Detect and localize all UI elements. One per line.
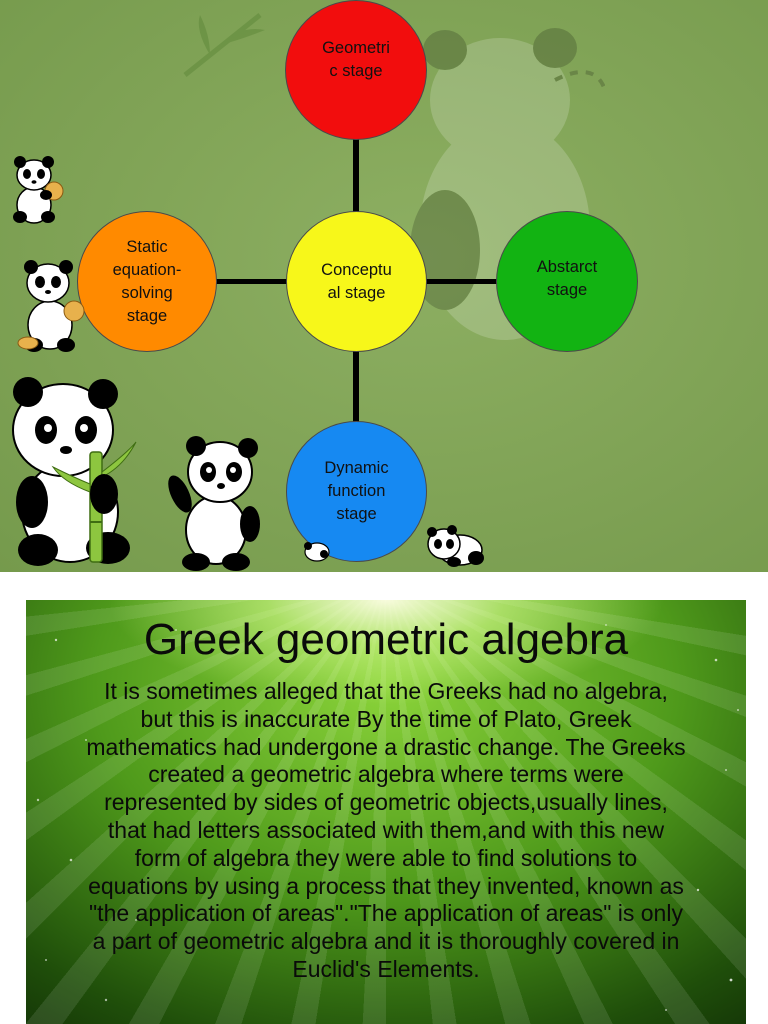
panda-eating-icon: [16, 255, 90, 355]
connector-left: [216, 279, 288, 284]
connector-bottom: [353, 350, 359, 424]
panda-with-cookie-icon: [10, 155, 66, 225]
stage-conceptual: [286, 211, 427, 352]
connector-right: [426, 279, 498, 284]
stage-abstract: [496, 211, 638, 352]
bamboo-leaf-icon: [180, 10, 270, 80]
panda-sitting-icon: [424, 518, 488, 568]
stage-abstract-label: Abstarct stage: [536, 258, 598, 299]
panda-peeking-icon: [302, 538, 332, 562]
slide-body-text: It is sometimes alleged that the Greeks had no algebra, but this is inaccurate By the time of Plato, Greek mathematics had undergone a drastic change. The Greeks created a geometric algebra where terms were represented by sides of geometric objects,usually lines, that had letters associated with them,and with this new form of algebra they were able to find solutions to equations by using a process that they invented, known as "the application of areas"."The application of areas" is only a part of geometric algebra and it is thoroughly covered in Euclid's Elements.: [86, 678, 686, 982]
slide-separator: [0, 572, 768, 600]
stage-conceptual-label: Conceptu al stage: [321, 260, 392, 302]
stage-static-equation-solving-label: Static equation- solving stage: [112, 237, 182, 325]
stage-geometric: [285, 0, 427, 140]
panda-waving-icon: [164, 432, 268, 572]
slide-title: Greek geometric algebra: [143, 615, 629, 664]
connector-top: [353, 138, 359, 214]
greek-algebra-slide: [26, 600, 746, 1024]
stage-geometric-label: Geometri c stage: [322, 39, 390, 80]
panda-with-bamboo-icon: [8, 372, 138, 568]
stage-static-equation-solving: [77, 211, 217, 352]
stage-dynamic-function-label: Dynamic function stage: [324, 459, 389, 523]
